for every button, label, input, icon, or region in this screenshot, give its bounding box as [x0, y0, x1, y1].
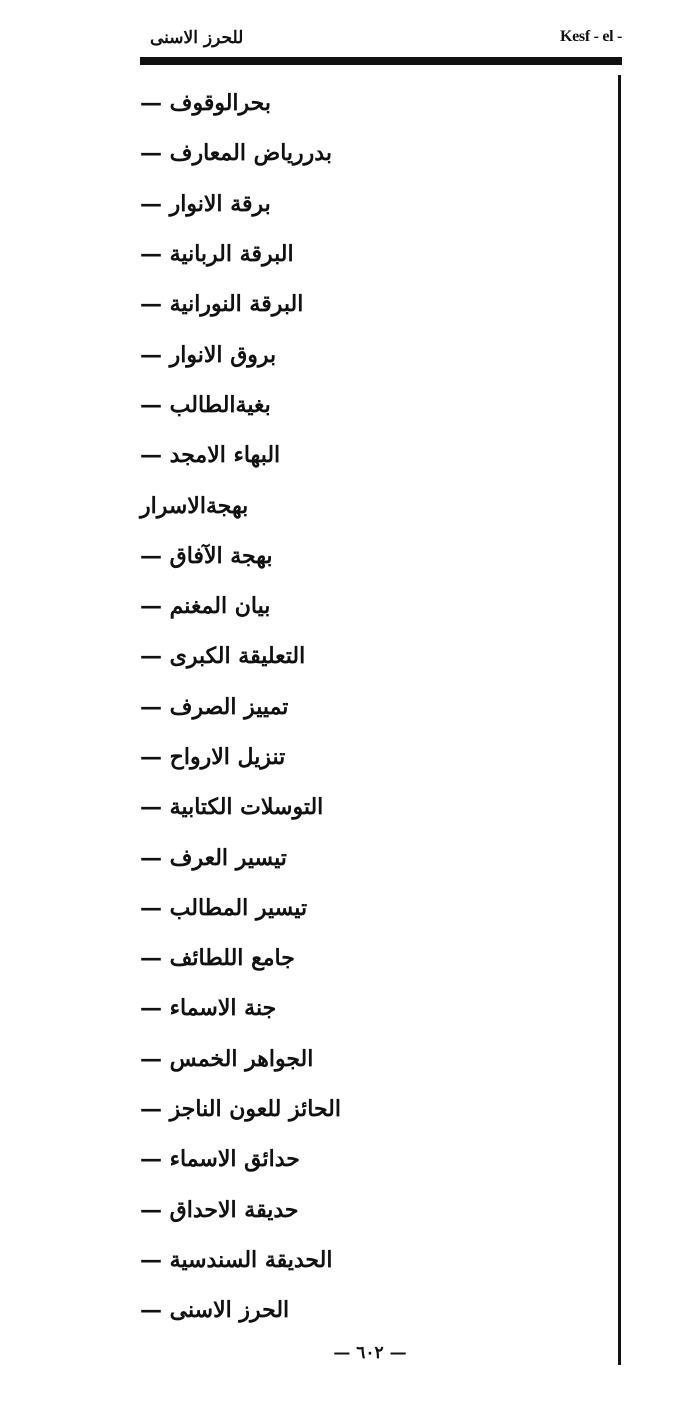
list-item: [140, 782, 562, 832]
entry-title: البهاء الامجد —: [140, 442, 281, 469]
page-header: [140, 22, 622, 56]
list-item: [140, 1185, 562, 1235]
entry-title: البرقة النورانية —: [140, 291, 304, 318]
list-item: [140, 179, 562, 229]
list-item: [140, 531, 562, 581]
entry-title: الحديقة السندسية —: [140, 1246, 333, 1273]
list-item: [140, 832, 562, 882]
entry-title: الجواهر الخمس —: [140, 1045, 314, 1072]
entry-title: حدائق الاسماء —: [140, 1146, 300, 1173]
entry-title: الحائز للعون الناجز —: [140, 1096, 341, 1123]
entry-title: بهجةالاسرار: [140, 492, 249, 519]
list-item: [140, 983, 562, 1033]
entry-title: جنة الاسماء —: [140, 995, 277, 1022]
list-item: [140, 430, 562, 480]
entry-title: التوسلات الكتابية —: [140, 794, 324, 821]
list-item: [140, 732, 562, 782]
entry-title: بحرالوقوف —: [140, 90, 271, 117]
entry-title: التعليقة الكبرى —: [140, 643, 306, 670]
list-item: [140, 682, 562, 732]
list-item: [140, 1134, 562, 1184]
header-running-title-latin: Kesf - el -: [559, 28, 622, 45]
entry-title: بيان المغنم —: [140, 593, 271, 620]
entry-title: بروق الانوار —: [140, 341, 277, 368]
entry-title: جامع اللطائف —: [140, 945, 295, 972]
entry-title: تيسير المطالب —: [140, 894, 308, 921]
list-item: [140, 933, 562, 983]
entry-title: حديقة الاحداق —: [140, 1196, 299, 1223]
list-item: [140, 1034, 562, 1084]
entry-title: البرقة الربانية —: [140, 241, 294, 268]
list-item: [140, 1285, 562, 1335]
entry-title: الحرز الاسنى —: [140, 1297, 290, 1324]
list-item: [140, 380, 562, 430]
entry-title: تيسير العرف —: [140, 844, 287, 871]
header-rule: [140, 57, 622, 65]
entry-title: تنزيل الارواح —: [140, 744, 286, 770]
list-item: [140, 1084, 562, 1134]
header-running-title-arabic: للحرز الاسنى: [150, 28, 244, 48]
entry-title: بغيةالطالب —: [140, 391, 271, 418]
list-item: [140, 128, 562, 178]
list-item: [140, 279, 562, 329]
list-item: [140, 581, 562, 631]
page-number: — ٦٠٢ —: [333, 1343, 407, 1363]
list-item: [140, 229, 562, 279]
entry-title: برقة الانوار —: [140, 190, 271, 217]
entry-title: بدررياض المعارف —: [140, 140, 332, 167]
list-item: [140, 78, 562, 128]
entry-title: تمييز الصرف —: [140, 693, 289, 720]
list-item: [140, 329, 562, 379]
list-item: [140, 1235, 562, 1285]
list-item: [140, 631, 562, 681]
list-item: [140, 480, 562, 530]
list-item: [140, 883, 562, 933]
entry-title: بهجة الآفاق —: [140, 542, 273, 569]
side-rule: [618, 75, 621, 1365]
entry-list: [140, 78, 562, 1335]
